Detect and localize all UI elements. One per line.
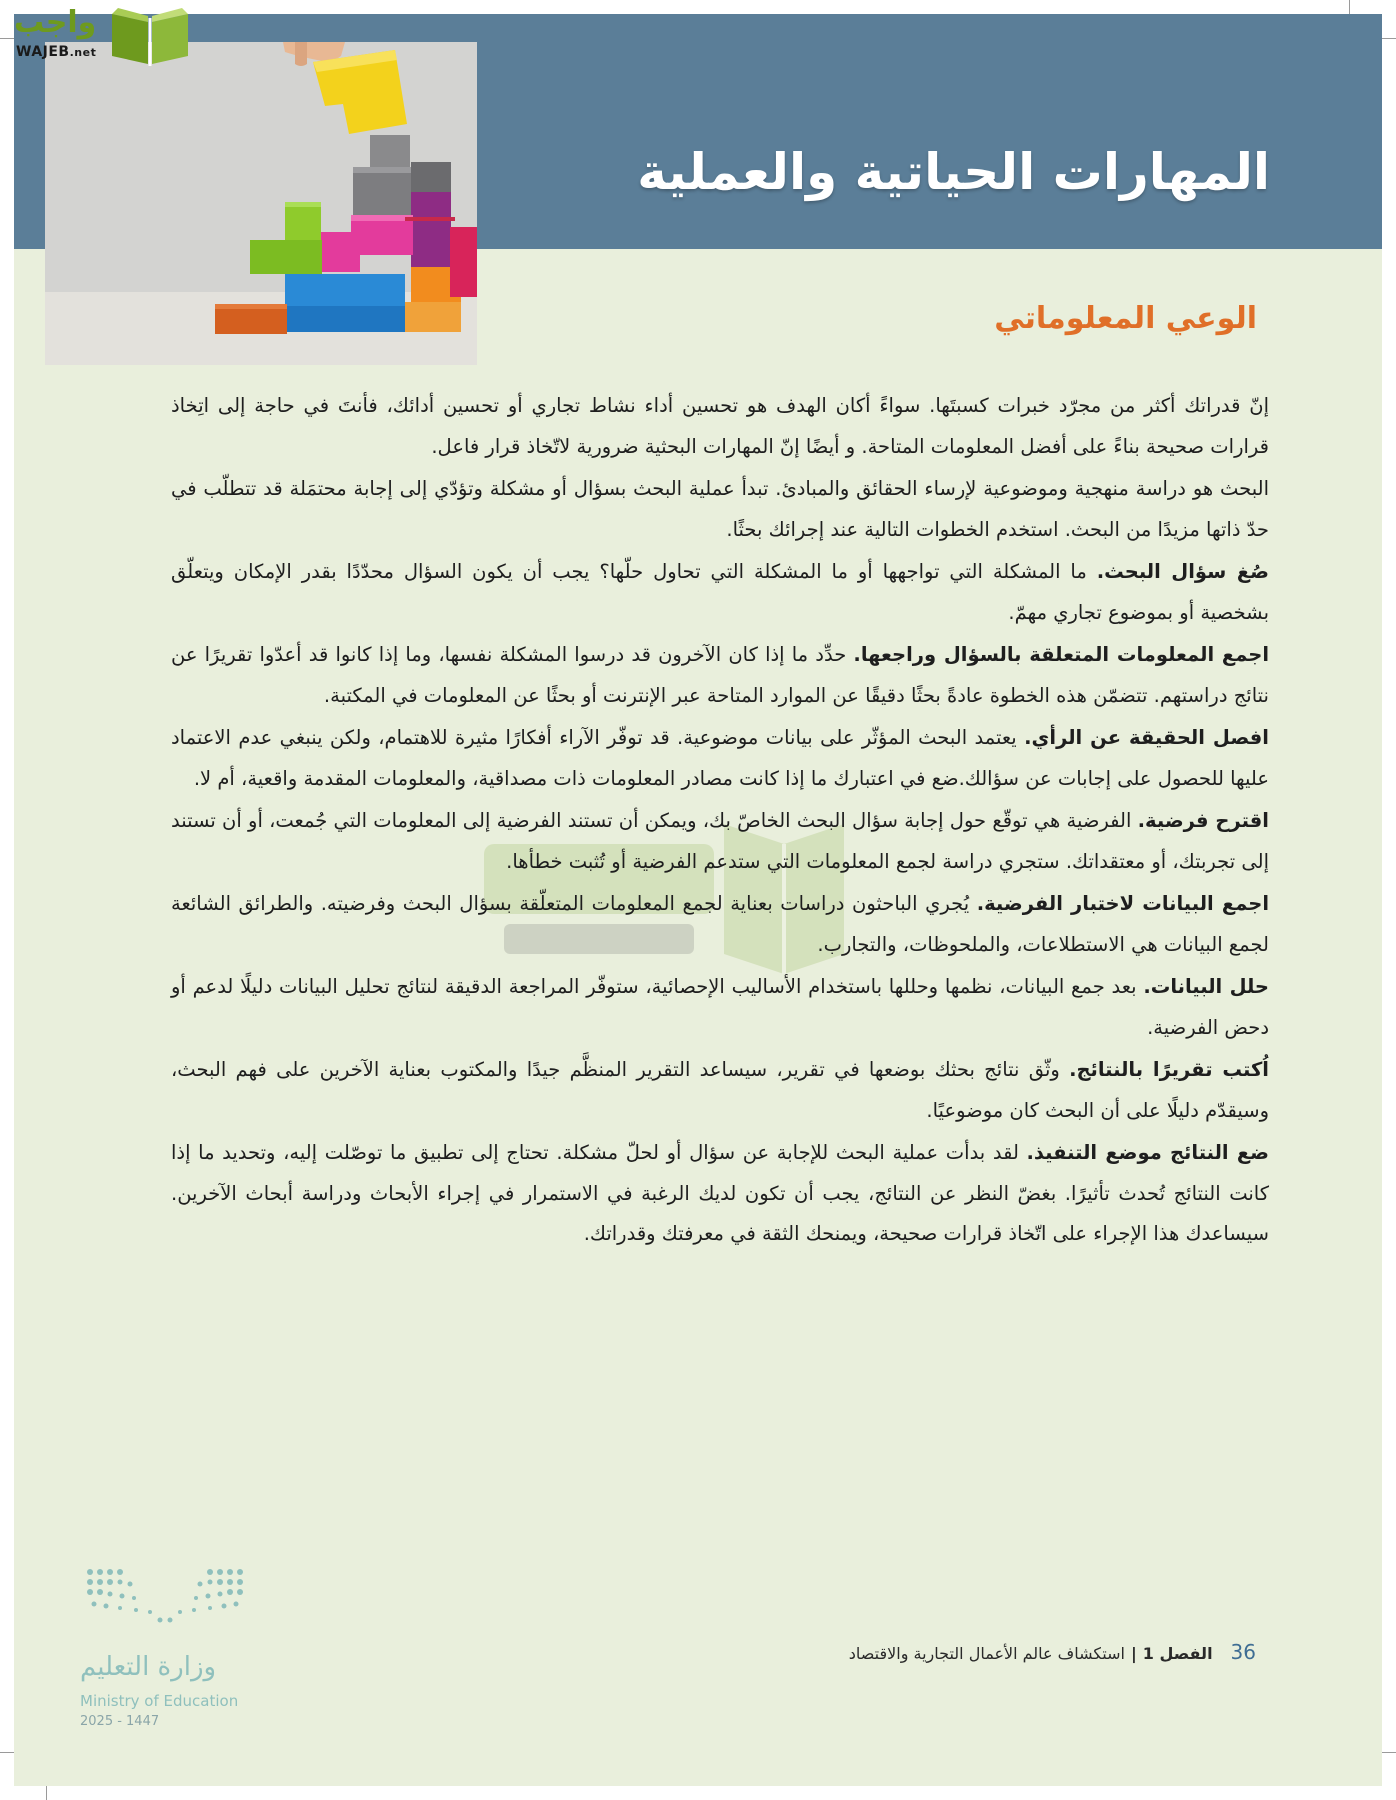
paragraph-step-hypothesis xyxy=(171,801,1269,882)
textbook-page xyxy=(14,14,1382,1786)
paragraph-text: يُجري الباحثون دراسات بعناية لجمع المعلومات المتعلّقة بسؤال البحث وفرضيته. والطرائق الشائعة لجمع البيانات هي الاستطلاعات، والملحوظات، والتجارب. xyxy=(171,892,1269,956)
step-lead: اُكتب تقريرًا بالنتائج. xyxy=(1069,1058,1269,1081)
paragraph-step-report xyxy=(171,1050,1269,1131)
paragraph-step-implement xyxy=(171,1133,1269,1255)
wajeb-logo-suffix: .net xyxy=(69,46,97,59)
step-lead: صُغ سؤال البحث. xyxy=(1096,560,1269,583)
paragraph-step-fact-opinion xyxy=(171,718,1269,799)
paragraph-text: لقد بدأت عملية البحث للإجابة عن سؤال أو لحلّ مشكلة. تحتاج إلى تطبيق ما توصّلت إليه، وتحديد ما إذا كانت النتائج تُحدث تأثيرًا. بغضّ النظر عن النتائج، يجب أن تكون لديك الرغبة في الاستمرار في إجراء الأبحاث ودراسة أبحاث الآخرين. سيساعدك هذا الإجراء على اتّخاذ قرارات صحيحة، ويمنحك الثقة في معرفتك وقدراتك. xyxy=(171,1141,1269,1245)
step-lead: ضع النتائج موضع التنفيذ. xyxy=(1026,1141,1269,1164)
step-lead: اجمع البيانات لاختبار الفرضية. xyxy=(976,892,1270,915)
paragraph-step-question xyxy=(171,552,1269,633)
paragraph-intro xyxy=(171,386,1269,467)
crop-mark xyxy=(46,1786,47,1800)
chapter-title: استكشاف عالم الأعمال التجارية والاقتصاد xyxy=(848,1644,1125,1663)
step-lead: اجمع المعلومات المتعلقة بالسؤال وراجعها. xyxy=(853,643,1270,666)
crop-mark xyxy=(1349,0,1350,14)
wajeb-logo-name: WAJEB xyxy=(16,44,70,60)
paragraph-text: ما المشكلة التي تواجهها أو ما المشكلة التي تحاول حلّها؟ يجب أن يكون السؤال محدّدًا بقدر الإمكان ويتعلّق بشخصية أو بموضوع تجاري مهمّ. xyxy=(171,560,1269,624)
paragraph-step-analyze xyxy=(171,967,1269,1048)
step-lead: اقترح فرضية. xyxy=(1137,809,1269,832)
puzzle-blocks-photo xyxy=(45,42,477,365)
step-lead: افصل الحقيقة عن الرأي. xyxy=(1024,726,1269,749)
paragraph-text: يعتمد البحث المؤثّر على بيانات موضوعية. قد توفّر الآراء أفكارًا مثيرة للاهتمام، ولكن ينبغي عدم الاعتماد عليها للحصول على إجابات عن سؤالك.ضع في اعتبارك ما إذا كانت مصادر المعلومات ذات مصداقية، والمعلومات المقدمة واقعية، أم لا. xyxy=(171,726,1269,790)
ministry-dots-emblem xyxy=(80,1562,250,1642)
ministry-name-arabic: وزارة التعليم xyxy=(80,1652,217,1682)
paragraph-text: إنّ قدراتك أكثر من مجرّد خبرات كسبتَها. سواءً أكان الهدف هو تحسين أداء نشاط تجاري أو تحسين أدائك، فأنتَ في حاجة إلى اتِخاذ قرارات صحيحة بناءً على أفضل المعلومات المتاحة. و أيضًا إنّ المهارات البحثية ضرورية لاتّخاذ قرار فاعل. xyxy=(171,394,1269,458)
paragraph-step-collect-data xyxy=(171,884,1269,965)
wajeb-logo-arabic: واجب xyxy=(14,5,97,40)
crop-mark xyxy=(1382,38,1396,39)
ministry-of-education-logo xyxy=(80,1562,280,1742)
ministry-year: 2025 - 1447 xyxy=(80,1714,160,1729)
chapter-label: الفصل 1 xyxy=(1142,1644,1213,1663)
paragraph-text: حدِّد ما إذا كان الآخرون قد درسوا المشكلة نفسها، وما إذا كانوا قد أعدّوا تقريرًا عن نتائج دراستهم. تتضمّن هذه الخطوة عادةً بحثًا دقيقًا عن الموارد المتاحة عبر الإنترنت أو بحثًا عن المعلومات في المكتبة. xyxy=(171,643,1269,707)
wajeb-logo-latin xyxy=(16,44,96,60)
body-text xyxy=(171,386,1269,1255)
wajeb-logo[interactable] xyxy=(8,4,194,70)
paragraph-step-gather-info xyxy=(171,635,1269,716)
banner-title: المهارات الحياتية والعملية xyxy=(637,143,1270,201)
paragraph-research-definition xyxy=(171,469,1269,550)
page-number: 36 xyxy=(1230,1640,1256,1664)
paragraph-text: الفرضية هي توقّع حول إجابة سؤال البحث الخاصّ بك، ويمكن أن تستند الفرضية إلى المعلومات التي جُمعت، أو أن تستند إلى تجربتك، أو معتقداتك. ستجري دراسة لجمع المعلومات التي ستدعم الفرضية أو تُثبت خطأها. xyxy=(171,809,1269,873)
book-icon xyxy=(108,4,192,68)
paragraph-text: وثّق نتائج بحثك بوضعها في تقرير، سيساعد التقرير المنظَّم جيدًا والمكتوب بعناية الآخرين على فهم البحث، وسيقدّم دليلًا على أن البحث كان موضوعيًا. xyxy=(171,1058,1269,1122)
section-heading: الوعي المعلوماتي xyxy=(994,301,1257,336)
crop-mark xyxy=(1382,1752,1396,1753)
step-lead: حلل البيانات. xyxy=(1143,975,1269,998)
crop-mark xyxy=(0,1752,14,1753)
ministry-name-english: Ministry of Education xyxy=(80,1692,239,1710)
paragraph-text: البحث هو دراسة منهجية وموضوعية لإرساء الحقائق والمبادئ. تبدأ عملية البحث بسؤال أو مشكلة وتؤدّي إلى إجابة محتمَلة قد تتطلّب في حدّ ذاتها مزيدًا من البحث. استخدم الخطوات التالية عند إجرائك بحثًا. xyxy=(171,477,1269,541)
paragraph-text: بعد جمع البيانات، نظمها وحللها باستخدام الأساليب الإحصائية، ستوفّر المراجعة الدقيقة لنتائج تحليل البيانات دليلًا لدعم أو دحض الفرضية. xyxy=(171,975,1269,1039)
puzzle-blocks-illustration xyxy=(45,42,477,365)
footer-separator: | xyxy=(1130,1644,1137,1663)
page-footer xyxy=(849,1640,1256,1664)
